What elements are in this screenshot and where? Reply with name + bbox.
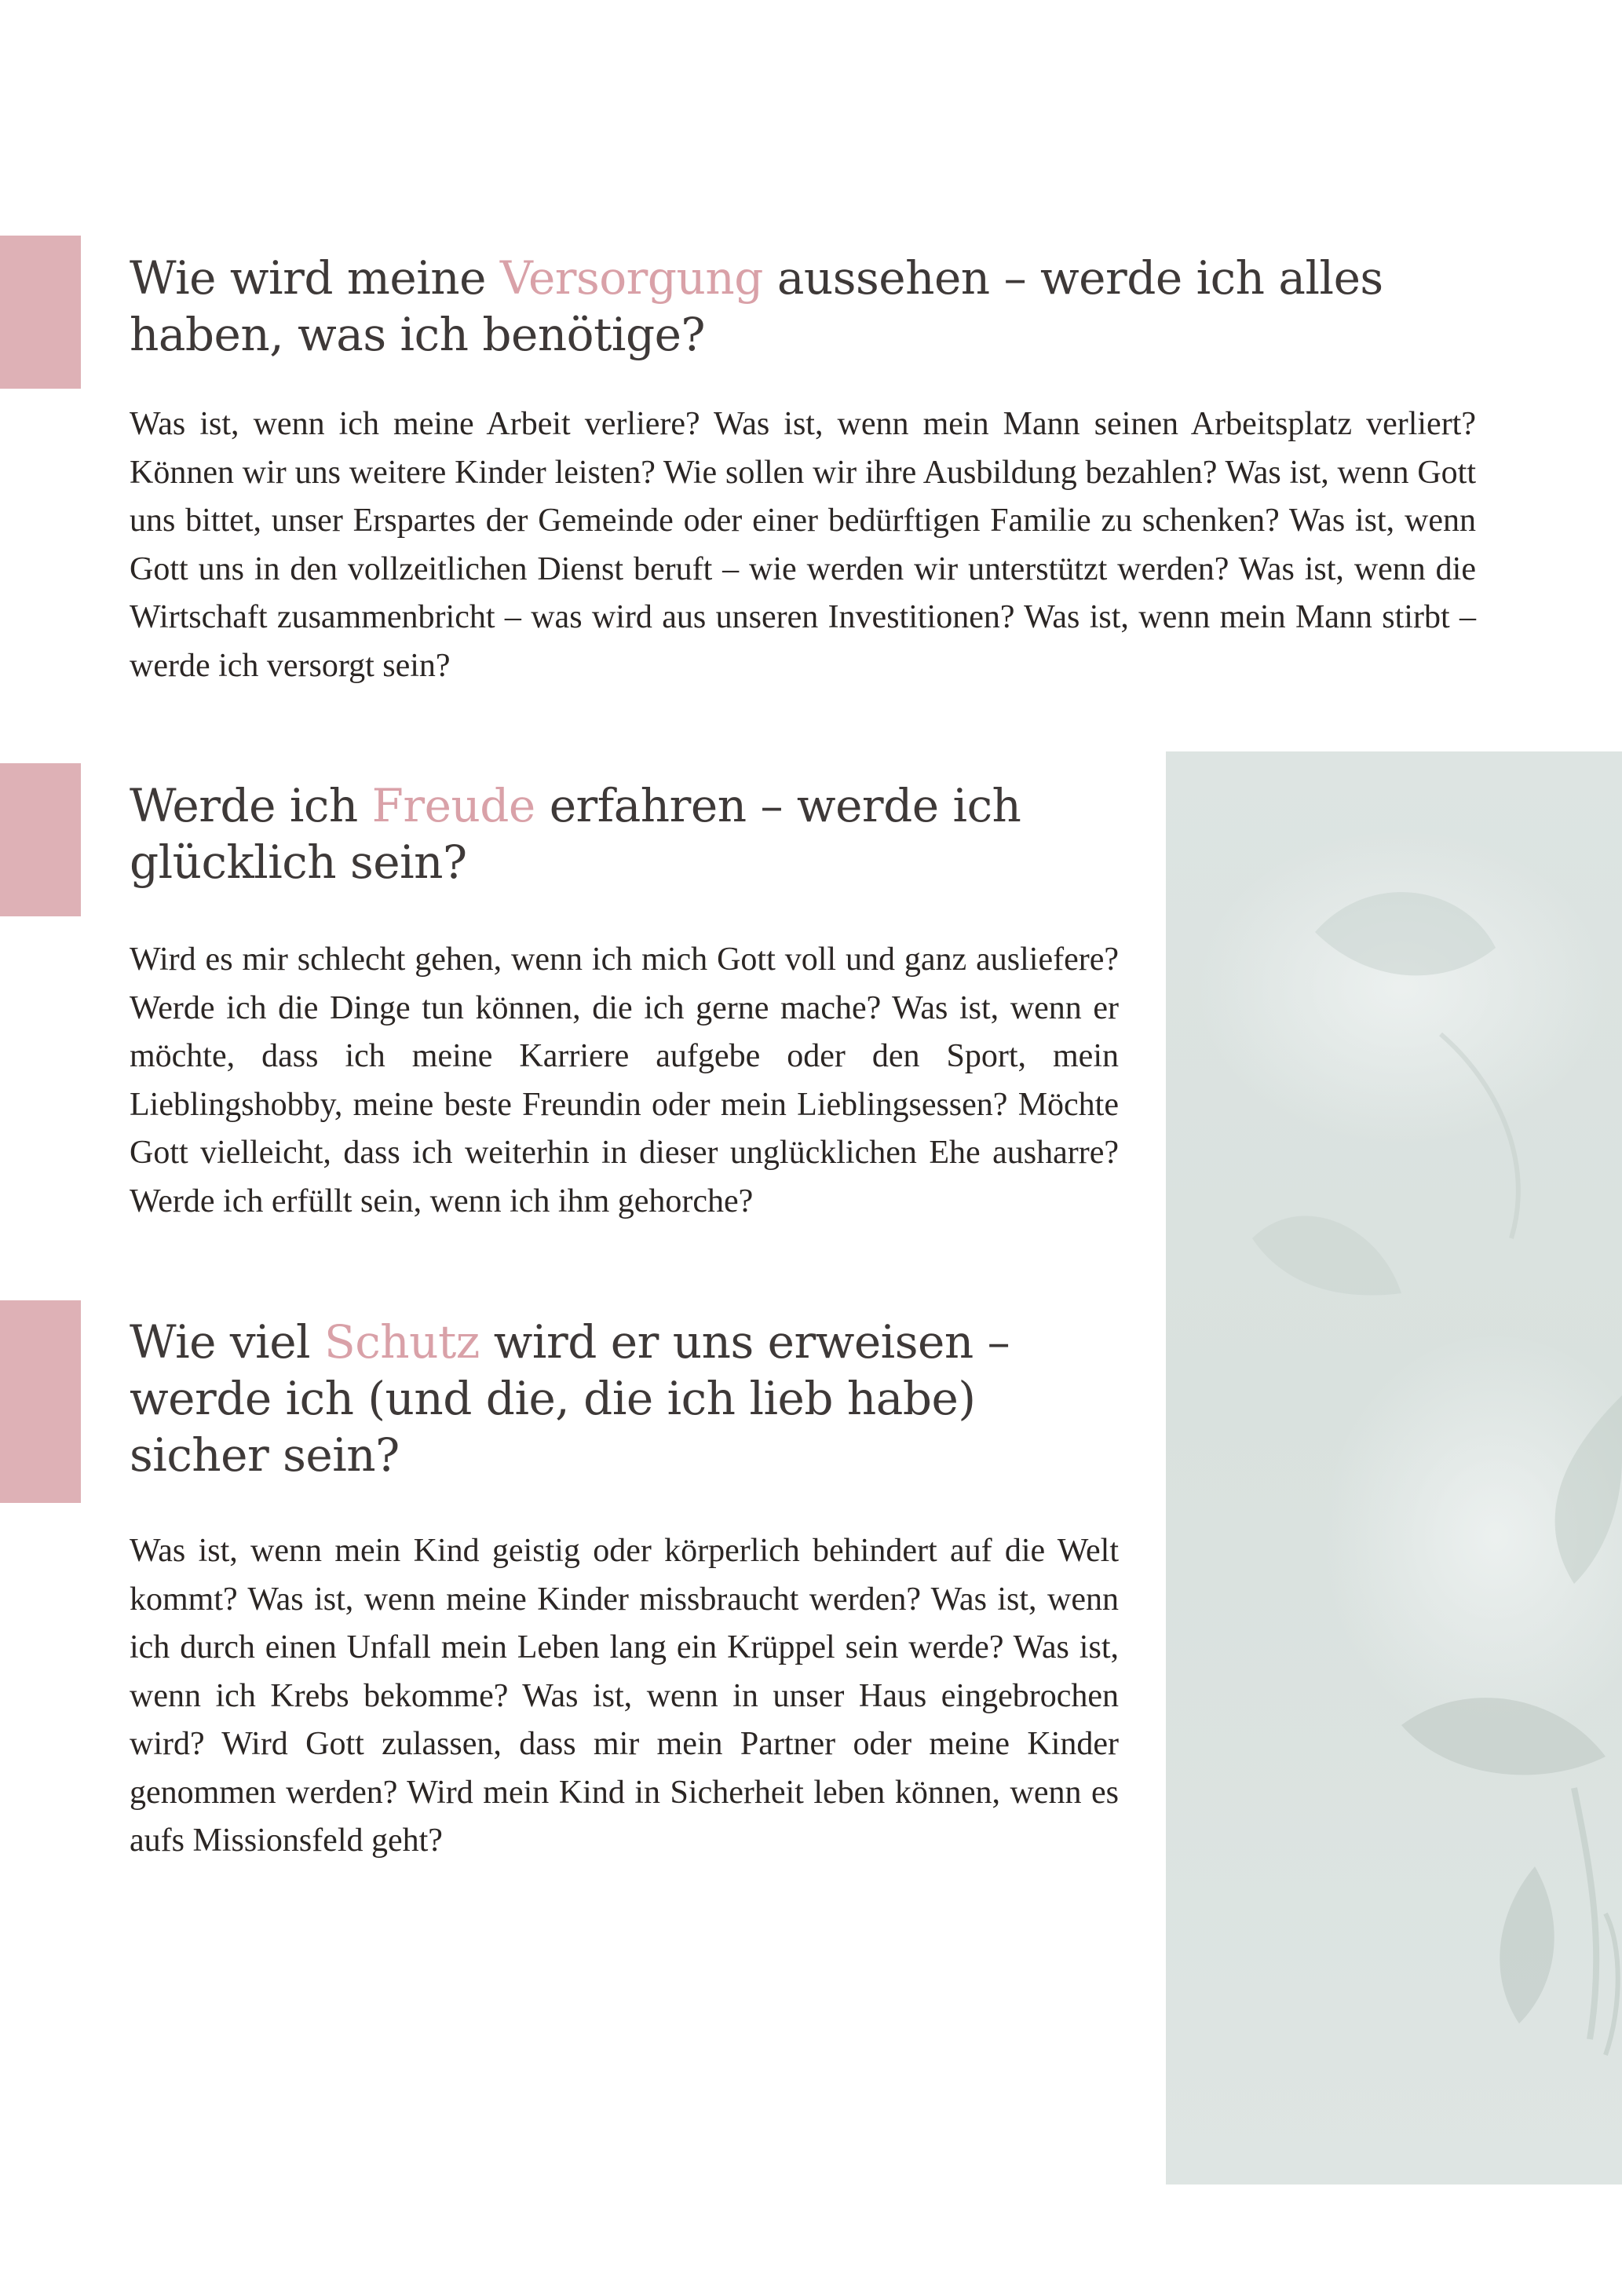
heading-text: erfahren – werde ich glücklich sein? <box>130 779 1021 889</box>
section-accent-bar <box>0 763 81 916</box>
heading-highlight: Versorgung <box>499 251 763 305</box>
section-body: Was ist, wenn ich meine Arbeit verliere? Was ist, wenn mein Mann seinen Arbeitsplatz verliert? Können wir uns weitere Kinder leisten? Wie sollen wir ihre Ausbildung bezahlen? Was ist, wenn Gott uns bittet, unser Erspartes der Gemeinde oder einer bedürftigen Familie zu schenken? Was ist, wenn Gott uns in den vollzeitlichen Dienst beruft – wie werden wir unterstützt werden? Was ist, wenn die Wirtschaft zusammenbricht – was wird aus unseren Investitionen? Was ist, wenn mein Mann stirbt – werde ich versorgt sein? <box>130 406 1476 684</box>
section-heading <box>130 777 1119 890</box>
heading-text: Werde ich <box>130 779 372 832</box>
section-accent-bar <box>0 1300 81 1503</box>
section-heading <box>130 250 1476 363</box>
heading-text: aussehen – werde ich alles haben, was ich benötige? <box>130 251 1383 361</box>
heading-text: wird er uns erweisen – werde ich (und die, die ich lieb habe) sicher sein? <box>130 1315 1010 1482</box>
leaf-photo-panel <box>1166 751 1622 2184</box>
heading-highlight: Schutz <box>324 1315 480 1369</box>
section-joy <box>130 777 1119 1226</box>
section-provision <box>130 250 1476 690</box>
heading-text: Wie viel <box>130 1315 325 1369</box>
heading-highlight: Freude <box>371 779 535 832</box>
section-accent-bar <box>0 236 81 389</box>
leaf-illustration <box>1166 751 1622 2184</box>
section-protection <box>130 1314 1119 1866</box>
section-heading <box>130 1314 1119 1483</box>
section-body: Wird es mir schlecht gehen, wenn ich mich Gott voll und ganz ausliefere? Werde ich die Dinge tun können, die ich gerne mache? Was ist, wenn er möchte, dass ich meine Karriere aufgebe oder den Sport, mein Lieblingshobby, meine beste Freundin oder mein Lieblingsessen? Möchte Gott vielleicht, dass ich weiterhin in dieser unglücklichen Ehe ausharre? Werde ich erfüllt sein, wenn ich ihm gehorche? <box>130 941 1119 1219</box>
heading-text: Wie wird meine <box>130 251 500 305</box>
section-body: Was ist, wenn mein Kind geistig oder körperlich behindert auf die Welt kommt? Was ist, wenn meine Kinder missbraucht werden? Was ist, wenn ich durch einen Unfall mein Leben lang ein Krüppel sein werde? Was ist, wenn ich Krebs bekomme? Was ist, wenn in unser Haus eingebrochen wird? Wird Gott zulassen, dass mir mein Partner oder meine Kinder genommen werden? Wird mein Kind in Sicherheit leben können, wenn es aufs Missionsfeld geht? <box>130 1533 1119 1859</box>
